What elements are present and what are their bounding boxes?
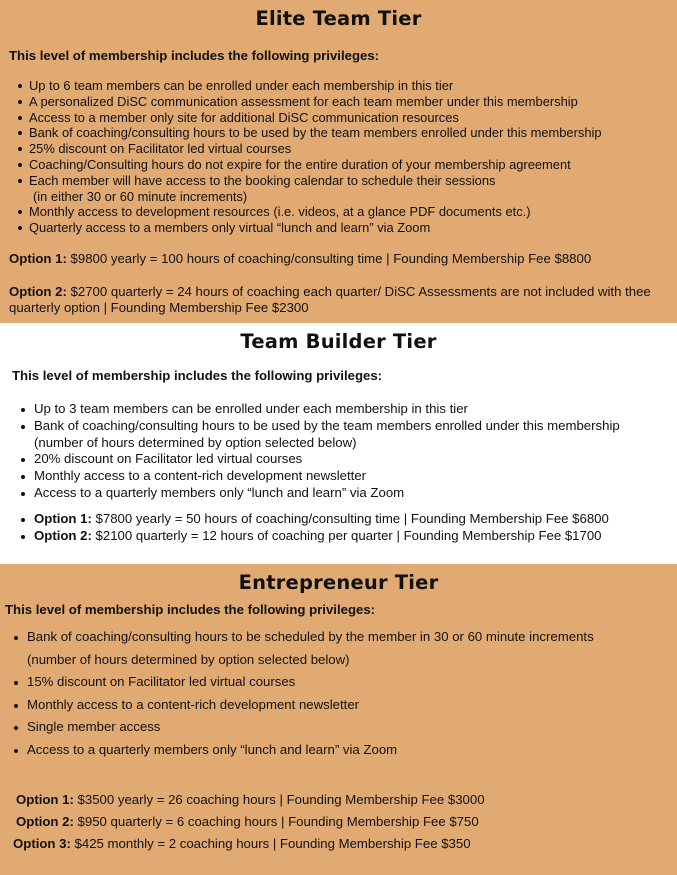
list-item: Bank of coaching/consulting hours to be used by the team members enrolled under this membership <box>29 125 677 141</box>
option-label: Option 3: <box>13 836 71 852</box>
option-text: $425 monthly = 2 coaching hours | Founding Membership Fee $350 <box>70 836 471 852</box>
list-item: Bank of coaching/consulting hours to be used by the team members enrolled under this membership (number of hours determined by option selected below) <box>34 418 624 452</box>
entrepreneur-options <box>0 789 677 856</box>
entrepreneur-tier-section <box>0 564 677 875</box>
list-item: Access to a quarterly members only “lunch and learn” via Zoom <box>27 739 637 762</box>
list-item: Quarterly access to a members only virtual “lunch and learn” via Zoom <box>29 220 677 236</box>
list-item: Bank of coaching/consulting hours to be scheduled by the member in 30 or 60 minute increments (number of hours determined by option selected below) <box>27 626 637 671</box>
list-item: 20% discount on Facilitator led virtual courses <box>34 451 624 468</box>
option-label: Option 1: <box>9 250 67 266</box>
list-item: Access to a member only site for additional DiSC communication resources <box>29 110 677 126</box>
list-item: 15% discount on Facilitator led virtual courses <box>27 671 637 694</box>
option-label: Option 2: <box>16 813 74 829</box>
entrepreneur-option-2 <box>0 811 677 833</box>
elite-tier-section <box>0 0 677 323</box>
entrepreneur-tier-intro: This level of membership includes the following privileges: <box>5 602 376 617</box>
list-item: Monthly access to a content-rich development newsletter <box>27 694 637 717</box>
team-builder-tier-title: Team Builder Tier <box>240 330 437 353</box>
elite-option-2 <box>9 284 674 316</box>
list-item-line: Each member will have access to the booking calendar to schedule their sessions <box>29 172 496 188</box>
team-builder-option-2 <box>34 528 677 545</box>
elite-privileges-list <box>29 78 677 236</box>
list-item: Access to a quarterly members only “lunch and learn” via Zoom <box>34 485 624 502</box>
entrepreneur-privileges-list <box>27 626 637 762</box>
team-builder-options-list <box>34 511 677 545</box>
option-label: Option 2: <box>34 527 92 543</box>
list-item: Monthly access to development resources (i.e. videos, at a glance PDF documents etc.) <box>29 204 677 220</box>
elite-tier-title: Elite Team Tier <box>255 7 422 30</box>
list-item: Coaching/Consulting hours do not expire for the entire duration of your membership agreement <box>29 157 677 173</box>
elite-tier-intro: This level of membership includes the following privileges: <box>9 48 380 63</box>
option-text: $7800 yearly = 50 hours of coaching/consulting time | Founding Membership Fee $6800 <box>91 510 609 526</box>
team-builder-tier-section <box>0 323 677 564</box>
option-text: $9800 yearly = 100 hours of coaching/consulting time | Founding Membership Fee $8800 <box>66 250 592 266</box>
option-label: Option 1: <box>34 510 92 526</box>
option-label: Option 1: <box>16 791 74 807</box>
team-builder-privileges-list <box>34 401 624 502</box>
list-item: 25% discount on Facilitator led virtual courses <box>29 141 677 157</box>
option-text: $2700 quarterly = 24 hours of coaching each quarter/ DiSC Assessments are not included with thee quarterly option | Founding Membership Fee $2300 <box>9 283 651 315</box>
list-item-continuation: (in either 30 or 60 minute increments) <box>33 188 248 204</box>
entrepreneur-option-1 <box>0 789 677 811</box>
team-builder-option-1 <box>34 511 677 528</box>
team-builder-tier-intro: This level of membership includes the following privileges: <box>12 368 383 383</box>
elite-option-1 <box>9 251 677 267</box>
list-item: Up to 3 team members can be enrolled under each membership in this tier <box>34 401 624 418</box>
list-item: Monthly access to a content-rich development newsletter <box>34 468 624 485</box>
entrepreneur-option-3 <box>0 833 677 855</box>
entrepreneur-tier-title: Entrepreneur Tier <box>238 571 439 594</box>
list-item <box>29 173 677 205</box>
option-text: $3500 yearly = 26 coaching hours | Founding Membership Fee $3000 <box>73 791 485 807</box>
list-item: Up to 6 team members can be enrolled under each membership in this tier <box>29 78 677 94</box>
option-text: $950 quarterly = 6 coaching hours | Founding Membership Fee $750 <box>73 813 479 829</box>
list-item: A personalized DiSC communication assessment for each team member under this membership <box>29 94 677 110</box>
option-text: $2100 quarterly = 12 hours of coaching per quarter | Founding Membership Fee $1700 <box>91 527 602 543</box>
option-label: Option 2: <box>9 283 67 299</box>
list-item: Single member access <box>27 716 637 739</box>
